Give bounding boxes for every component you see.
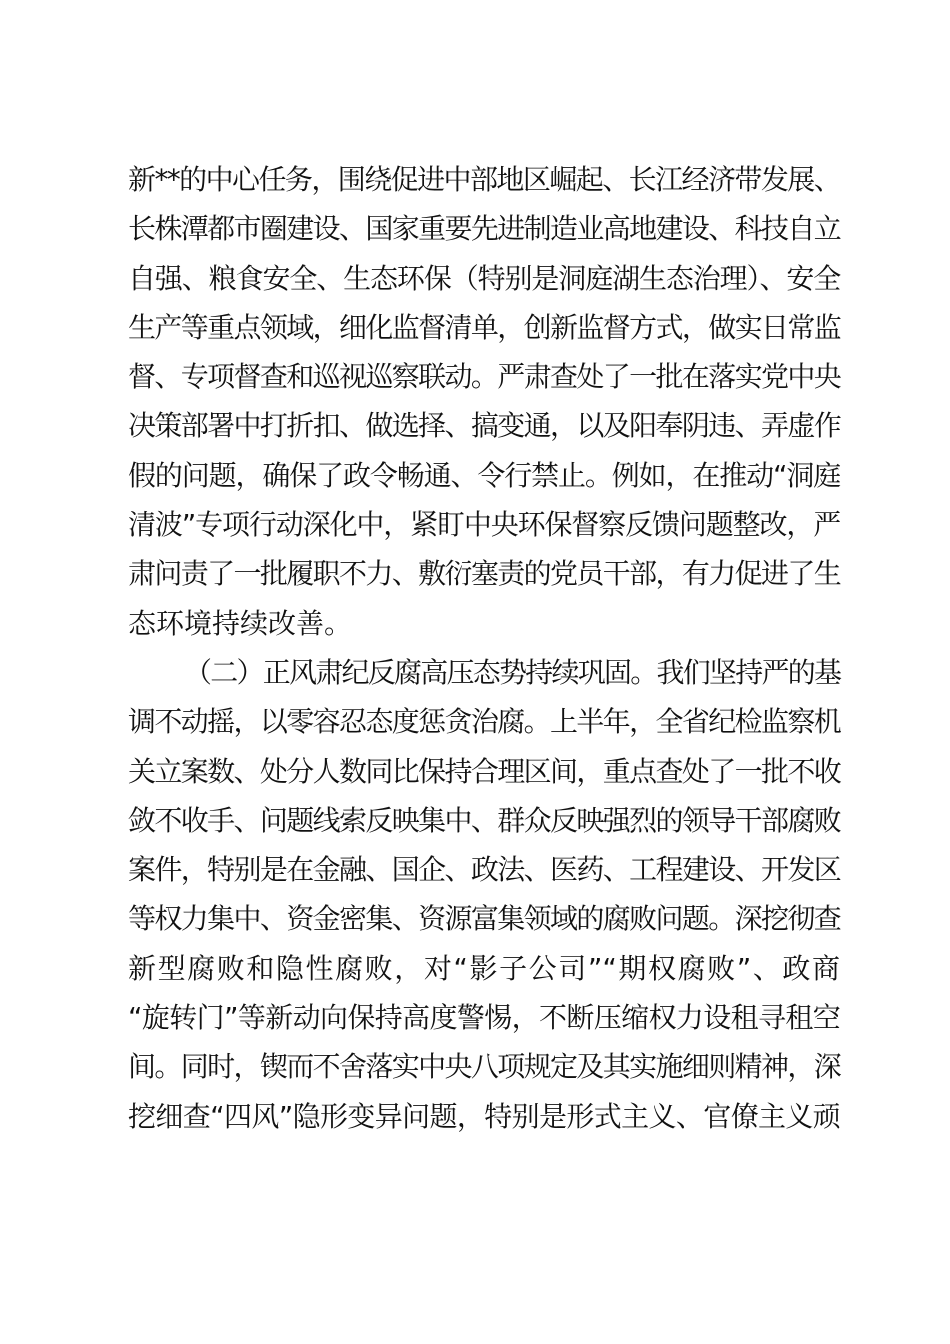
text-line: 等权力集中、资金密集、资源富集领域的腐败问题。深挖彻查 xyxy=(128,902,840,936)
text-line: 案件，特别是在金融、国企、政法、医药、工程建设、开发区 xyxy=(128,853,840,887)
text-line: 新型腐败和隐性腐败，对“影子公司”“期权腐败”、政商 xyxy=(128,951,840,985)
text-line: 督、专项督查和巡视巡察联动。严肃查处了一批在落实党中央 xyxy=(128,360,840,394)
text-line: 间。同时，锲而不舍落实中央八项规定及其实施细则精神，深 xyxy=(128,1050,840,1084)
text-line: 态环境持续改善。 xyxy=(128,606,353,640)
text-line: 新**的中心任务，围绕促进中部地区崛起、长江经济带发展、 xyxy=(128,163,840,196)
text-line: 肃问责了一批履职不力、敷衍塞责的党员干部，有力促进了生 xyxy=(128,557,840,591)
text-line: 关立案数、处分人数同比保持合理区间，重点查处了一批不收 xyxy=(128,754,840,788)
text-line: 长株潭都市圈建设、国家重要先进制造业高地建设、科技自立 xyxy=(128,212,840,246)
text-line: “旋转门”等新动向保持高度警惕，不断压缩权力设租寻租空 xyxy=(128,1001,840,1035)
text-line: 自强、粮食安全、生态环保（特别是洞庭湖生态治理）、安全 xyxy=(128,261,840,295)
text-line: 挖细查“四风”隐形变异问题，特别是形式主义、官僚主义顽 xyxy=(128,1099,840,1133)
text-line: 敛不收手、问题线索反映集中、群众反映强烈的领导干部腐败 xyxy=(128,803,840,837)
text-line: 假的问题，确保了政令畅通、令行禁止。例如，在推动“洞庭 xyxy=(128,458,840,492)
text-line: 生产等重点领域，细化监督清单，创新监督方式，做实日常监 xyxy=(128,310,840,344)
body-text xyxy=(128,155,840,1141)
section-heading-line: （二）正风肃纪反腐高压态势持续巩固。我们坚持严的基 xyxy=(184,655,841,689)
text-line: 调不动摇，以零容忍态度惩贪治腐。上半年，全省纪检监察机 xyxy=(128,705,840,739)
text-line: 决策部署中打折扣、做选择、搞变通，以及阳奉阴违、弄虚作 xyxy=(128,409,840,443)
text-line: 清波”专项行动深化中，紧盯中央环保督察反馈问题整改，严 xyxy=(128,508,840,542)
